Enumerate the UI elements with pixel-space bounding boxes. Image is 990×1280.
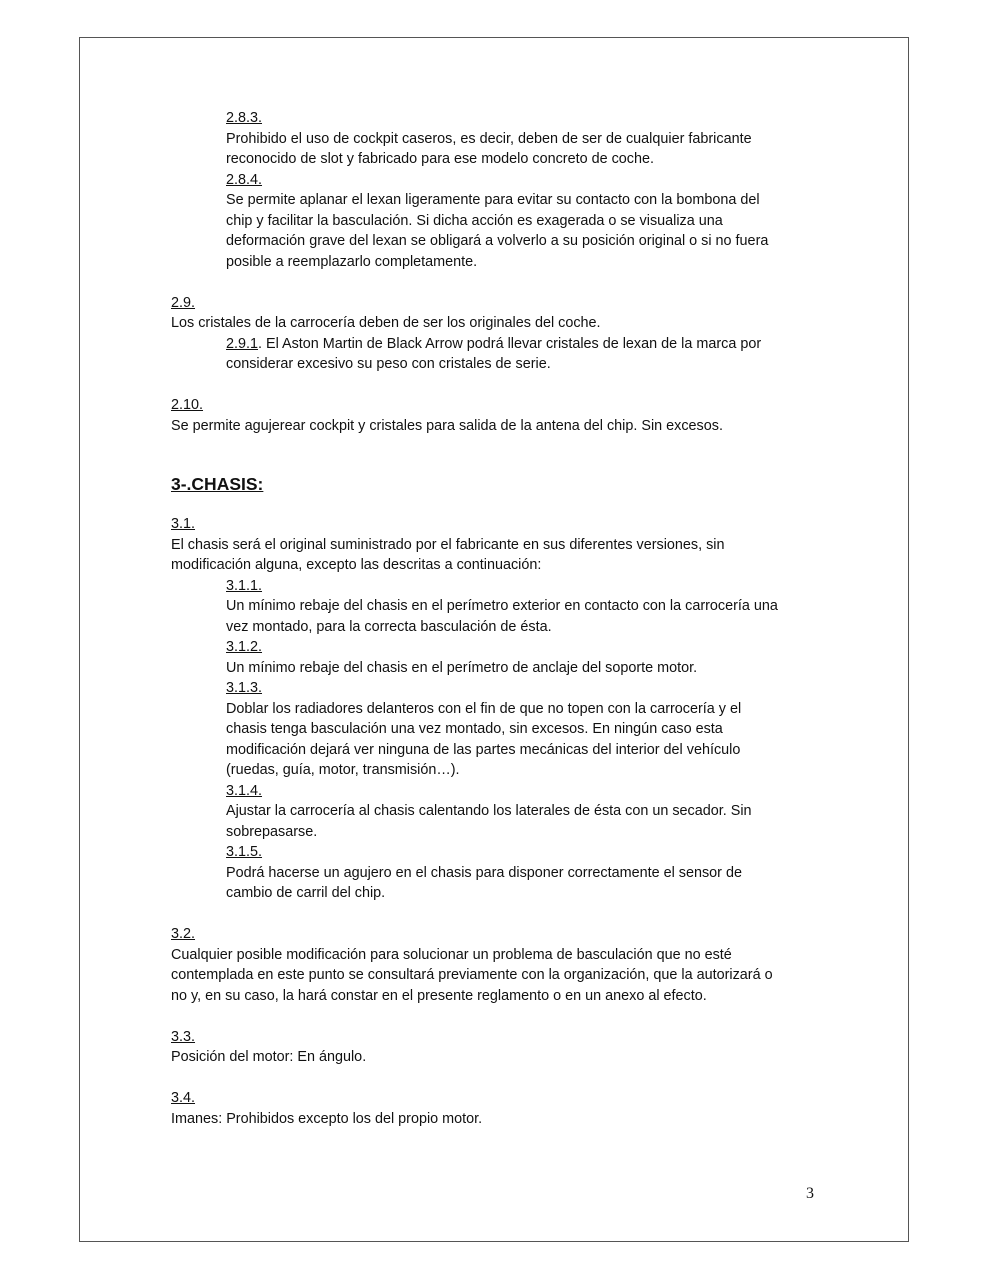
section-number: 3.1.2. [226, 639, 263, 655]
paragraph-line: Los cristales de la carrocería deben de ser los originales del coche. [171, 315, 601, 331]
section-number: 3.4. [171, 1090, 196, 1106]
paragraph-line: Se permite aplanar el lexan ligeramente para evitar su contacto con la bombona del [226, 192, 760, 208]
paragraph-line: modificación alguna, excepto las descritas a continuación: [171, 557, 542, 573]
section-number: 3.1.4. [226, 782, 263, 799]
paragraph-line: chasis tenga basculación una vez montado, sin excesos. En ningún caso esta [226, 721, 723, 737]
paragraph-line: . El Aston Martin de Black Arrow podrá llevar cristales de lexan de la marca por [258, 335, 762, 352]
section-2-9 [171, 293, 831, 375]
paragraph-line: deformación grave del lexan se obligará a volverlo a su posición original o si no fuera [226, 233, 769, 249]
section-number: 2.9. [171, 294, 196, 311]
section-3-1-2 [171, 637, 831, 678]
paragraph-line: Posición del motor: En ángulo. [171, 1049, 367, 1065]
paragraph-line: Podrá hacerse un agujero en el chasis para disponer correctamente el sensor de [226, 864, 742, 881]
paragraph-line: Prohibido el uso de cockpit caseros, es decir, deben de ser de cualquier fabricante [226, 130, 752, 147]
section-number: 2.8.3. [226, 110, 263, 126]
paragraph-line: contemplada en este punto se consultará previamente con la organización, que la autorizará o [171, 967, 773, 983]
section-3-1-1 [171, 576, 831, 638]
paragraph-line: (ruedas, guía, motor, transmisión…). [226, 762, 460, 778]
paragraph-line: Un mínimo rebaje del chasis en el perímetro de anclaje del soporte motor. [226, 659, 698, 676]
section-number: 2.9.1 [226, 335, 259, 352]
subsection-2-9-1 [171, 334, 831, 375]
section-3-1 [171, 514, 831, 576]
chapter-heading: 3-.CHASIS: [171, 474, 264, 494]
paragraph-line: sobrepasarse. [226, 823, 318, 840]
section-number: 3.1. [171, 516, 196, 532]
section-2-8-3 [171, 108, 831, 170]
section-number: 3.3. [171, 1028, 196, 1045]
page-number: 3 [806, 1185, 814, 1202]
paragraph-line: Imanes: Prohibidos excepto los del propio motor. [171, 1110, 483, 1127]
paragraph-line: Cualquier posible modificación para solucionar un problema de basculación que no esté [171, 946, 732, 963]
paragraph-line: El chasis será el original suministrado por el fabricante en sus diferentes versiones, sin [171, 536, 725, 553]
section-2-10 [171, 395, 831, 436]
section-number: 3.1.5. [226, 844, 263, 860]
section-number: 3.2. [171, 926, 196, 942]
section-number: 3.1.1. [226, 577, 263, 594]
paragraph-line: Ajustar la carrocería al chasis calentando los laterales de ésta con un secador. Sin [226, 803, 752, 819]
paragraph-line: reconocido de slot y fabricado para ese modelo concreto de coche. [226, 151, 654, 167]
section-3-1-3 [171, 678, 831, 781]
paragraph-line: cambio de carril del chip. [226, 885, 386, 901]
paragraph-line: vez montado, para la correcta basculación de ésta. [226, 618, 552, 635]
paragraph-line: modificación dejará ver ninguna de las partes mecánicas del interior del vehículo [226, 741, 741, 758]
section-number: 2.8.4. [226, 171, 263, 188]
section-2-8-4 [171, 170, 831, 273]
section-number: 3.1.3. [226, 680, 263, 696]
section-number: 2.10. [171, 397, 204, 413]
paragraph-line: no y, en su caso, la hará constar en el presente reglamento o en un anexo al efecto. [171, 987, 707, 1004]
paragraph-line: Un mínimo rebaje del chasis en el perímetro exterior en contacto con la carrocería una [226, 598, 778, 614]
paragraph-line: considerar excesivo su peso con cristales de serie. [226, 356, 551, 372]
paragraph-line: Se permite agujerear cockpit y cristales para salida de la antena del chip. Sin excesos. [171, 417, 723, 434]
section-3-1-4 [171, 781, 831, 843]
paragraph-line: posible a reemplazarlo completamente. [226, 253, 478, 270]
section-3-2 [171, 924, 831, 1006]
section-3-4 [171, 1088, 831, 1129]
paragraph-line: Doblar los radiadores delanteros con el fin de que no topen con la carrocería y el [226, 700, 742, 717]
document-body [171, 108, 831, 1129]
paragraph-line: chip y facilitar la basculación. Si dicha acción es exagerada o se visualiza una [226, 212, 723, 229]
section-3-3 [171, 1027, 831, 1068]
section-3-1-5 [171, 842, 831, 904]
